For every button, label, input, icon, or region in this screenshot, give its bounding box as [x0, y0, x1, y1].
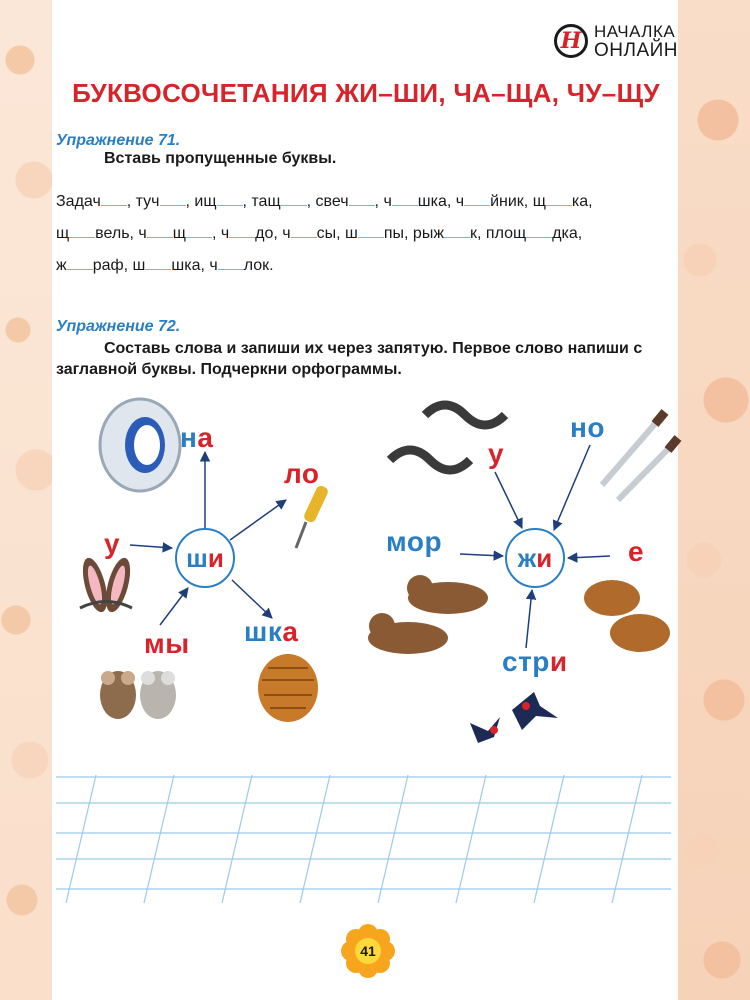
mice-icon	[100, 671, 176, 719]
syllable-shka: шка	[244, 616, 299, 647]
arrow	[130, 545, 172, 548]
letter-blank[interactable]	[147, 223, 173, 238]
syllable-my: мы	[144, 628, 190, 659]
letter-blank[interactable]	[101, 191, 127, 206]
arrow	[526, 590, 532, 648]
letter-blank[interactable]	[229, 223, 255, 238]
exercise-71-instruction: Вставь пропущенные буквы.	[104, 150, 337, 167]
exercise-72-instruction: Составь слова и запиши их через запятую. Первое слово напиши с заглавной буквы. Подчеркни орфограммы.	[56, 340, 643, 378]
knives-icon	[602, 412, 678, 500]
text-line: Задач , туч , ищ , тащ , свеч , ч шка, ч йник, щ ка,	[56, 193, 593, 210]
logo-line-1: НАЧАЛКА	[593, 22, 676, 41]
text-line: ж раф, ш шка, ч лок.	[56, 257, 274, 274]
exercise-71-title: Упражнение 71.	[56, 132, 181, 149]
pine-cone-icon	[258, 654, 318, 722]
arrow	[460, 554, 503, 556]
writing-lines[interactable]	[56, 775, 676, 905]
hub-shi: ш и	[175, 528, 235, 588]
letter-blank[interactable]	[358, 223, 384, 238]
letter-blank[interactable]	[392, 191, 418, 206]
word-building-diagram	[0, 390, 750, 770]
syllable-lo: ло	[284, 458, 320, 489]
exercise-72-title: Упражнение 72.	[56, 318, 181, 335]
logo	[554, 22, 678, 60]
page-title: БУКВОСОЧЕТАНИЯ ЖИ–ШИ, ЧА–ЩА, ЧУ–ЩУ	[72, 78, 660, 108]
syllable-na: на	[180, 422, 214, 453]
letter-blank[interactable]	[186, 223, 212, 238]
letter-blank[interactable]	[160, 191, 186, 206]
arrow	[554, 445, 590, 530]
syllable-stri: стри	[502, 646, 568, 677]
diagram-graphics	[0, 390, 750, 770]
syllable-u-right: у	[488, 438, 505, 469]
swallows-icon	[470, 692, 558, 743]
letter-blank[interactable]	[69, 223, 95, 238]
arrow	[230, 500, 286, 540]
letter-blank[interactable]	[444, 223, 470, 238]
arrow	[160, 588, 188, 625]
hub-zhi: ж и	[505, 528, 565, 588]
letter-blank[interactable]	[218, 255, 244, 270]
walruses-icon	[368, 575, 488, 654]
hedgehogs-icon	[584, 580, 670, 652]
tire-icon	[100, 399, 180, 491]
letter-blank[interactable]	[281, 191, 307, 206]
letter-blank[interactable]	[349, 191, 375, 206]
syllable-mor: мор	[386, 526, 443, 557]
syllable-no: но	[570, 412, 606, 443]
awl-icon	[296, 484, 329, 548]
arrow	[568, 556, 610, 558]
page-number: 41	[360, 943, 376, 959]
letter-blank[interactable]	[464, 191, 490, 206]
bunny-ears-icon	[78, 555, 135, 614]
logo-icon: Н	[554, 24, 588, 58]
letter-blank[interactable]	[291, 223, 317, 238]
letter-blank[interactable]	[526, 223, 552, 238]
arrow	[232, 580, 272, 618]
logo-line-2: ОНЛАЙН	[593, 40, 678, 61]
letter-blank[interactable]	[67, 255, 93, 270]
letter-blank[interactable]	[546, 191, 572, 206]
syllable-u-left: у	[104, 528, 121, 559]
text-line: щ вель, ч щ , ч до, ч сы, ш пы, рыж к, площ дка,	[56, 225, 583, 242]
syllable-e: е	[628, 536, 645, 567]
letter-blank[interactable]	[145, 255, 171, 270]
arrow	[495, 472, 522, 528]
letter-blank[interactable]	[217, 191, 243, 206]
exercise-71-text	[56, 186, 676, 282]
